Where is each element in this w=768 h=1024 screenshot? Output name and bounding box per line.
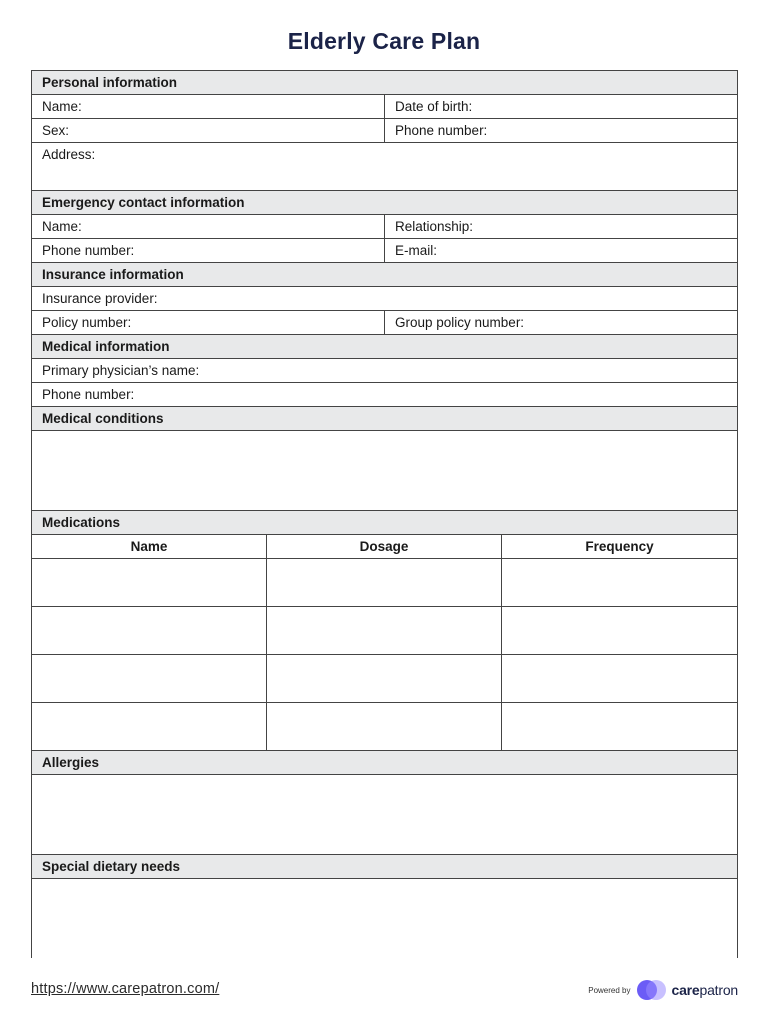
section-medical-header: [32, 335, 737, 359]
table-row: [32, 559, 737, 607]
medication-name-cell[interactable]: [32, 559, 267, 606]
policy-number-field[interactable]: Policy number:: [32, 311, 385, 334]
section-insurance-header: [32, 263, 737, 287]
table-row: [32, 655, 737, 703]
dob-field[interactable]: Date of birth:: [395, 99, 473, 114]
address-field[interactable]: Address:: [42, 147, 96, 162]
form-row: [32, 95, 737, 119]
carepatron-logo-icon: [637, 979, 667, 1001]
medication-frequency-cell[interactable]: [502, 559, 737, 606]
dietary-area: [32, 879, 737, 958]
form-row: [32, 215, 737, 239]
care-plan-form: [31, 70, 738, 958]
section-allergies-header: [32, 751, 737, 775]
section-emergency-header: [32, 191, 737, 215]
column-header-name: Name: [32, 535, 267, 558]
email-field[interactable]: E-mail:: [395, 243, 438, 258]
form-row: [32, 311, 737, 335]
page-title: Elderly Care Plan: [287, 28, 481, 54]
medications-table-header: [32, 535, 737, 559]
medication-frequency-cell[interactable]: [502, 607, 737, 654]
brand-name-bold: care: [671, 982, 700, 998]
footer-link[interactable]: https://www.carepatron.com/: [31, 981, 220, 997]
medication-name-cell[interactable]: [32, 607, 267, 654]
section-title: Medical information: [32, 335, 737, 358]
group-policy-field[interactable]: Group policy number:: [395, 315, 525, 330]
phone-field[interactable]: Phone number:: [395, 123, 488, 138]
section-title: Emergency contact information: [32, 191, 737, 214]
relationship-field[interactable]: Relationship:: [395, 219, 474, 234]
brand-name-regular: patron: [699, 982, 738, 998]
section-title: Medications: [32, 511, 737, 534]
medication-dosage-cell[interactable]: [267, 703, 502, 750]
section-conditions-header: [32, 407, 737, 431]
insurance-provider-field[interactable]: Insurance provider:: [42, 291, 158, 306]
medication-name-cell[interactable]: [32, 655, 267, 702]
section-dietary-header: [32, 855, 737, 879]
medication-name-cell[interactable]: [32, 703, 267, 750]
emergency-name-field[interactable]: Name:: [32, 215, 385, 238]
form-row: [32, 143, 737, 191]
medication-frequency-cell[interactable]: [502, 655, 737, 702]
powered-by-label: Powered by: [588, 985, 631, 995]
table-row: [32, 703, 737, 751]
section-title: Personal information: [32, 71, 737, 94]
name-field[interactable]: Name:: [32, 95, 385, 118]
form-row: [32, 287, 737, 311]
section-title: Medical conditions: [32, 407, 737, 430]
medication-dosage-cell[interactable]: [267, 655, 502, 702]
form-row: [32, 359, 737, 383]
section-medications-header: [32, 511, 737, 535]
column-header-frequency: Frequency: [585, 539, 654, 554]
table-row: [32, 607, 737, 655]
emergency-phone-field[interactable]: Phone number:: [32, 239, 385, 262]
physician-phone-field[interactable]: Phone number:: [42, 387, 135, 402]
conditions-field[interactable]: [32, 431, 737, 510]
sex-field[interactable]: Sex:: [32, 119, 385, 142]
form-row: [32, 119, 737, 143]
allergies-area: [32, 775, 737, 855]
brand-name: [671, 982, 738, 998]
dietary-field[interactable]: [32, 879, 737, 958]
medication-dosage-cell[interactable]: [267, 607, 502, 654]
medication-frequency-cell[interactable]: [502, 703, 737, 750]
medication-dosage-cell[interactable]: [267, 559, 502, 606]
conditions-area: [32, 431, 737, 511]
column-header-dosage: Dosage: [267, 535, 502, 558]
section-title: Insurance information: [32, 263, 737, 286]
physician-field[interactable]: Primary physician’s name:: [42, 363, 200, 378]
section-title: Allergies: [32, 751, 737, 774]
brand-badge: [588, 979, 738, 1001]
allergies-field[interactable]: [32, 775, 737, 854]
section-title: Special dietary needs: [32, 855, 737, 878]
form-row: [32, 383, 737, 407]
form-row: [32, 239, 737, 263]
section-personal-header: [32, 71, 737, 95]
